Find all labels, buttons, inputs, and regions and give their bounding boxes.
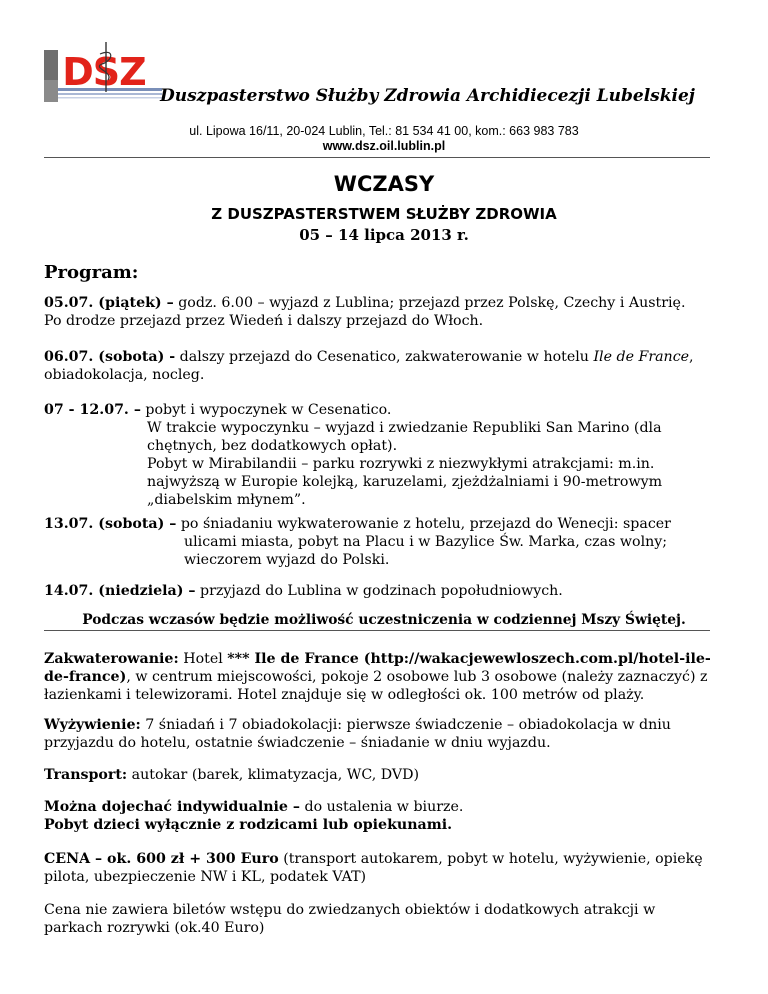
food-section [44, 716, 724, 752]
section-text: , w centrum miejscowości, pokoje 2 osobowe lub 3 osobowe (należy zaznaczyć) z [126, 669, 708, 685]
program-day-1 [44, 294, 724, 330]
day-text: wieczorem wyjazd do Polski. [184, 552, 390, 568]
section-text: Cena nie zawiera biletów wstępu do zwiedzanych obiektów i dodatkowych atrakcji w [44, 902, 656, 918]
section-label: Wyżywienie: [44, 717, 141, 733]
address-line: ul. Lipowa 16/11, 20-024 Lublin, Tel.: 81 534 41 00, kom.: 663 983 783 [189, 124, 579, 138]
section-label: Można dojechać indywidualnie – [44, 799, 300, 815]
day-text: Pobyt w Mirabilandii – parku rozrywki z niezwykłymi atrakcjami: m.in. [147, 456, 655, 472]
section-text: łazienkami i telewizorami. Hotel znajduje się w odległości ok. 100 metrów od plaży. [44, 687, 645, 703]
hotel-link[interactable]: *** Ile de France (http://wakacjewewloszech.com.pl/hotel-ile- [227, 651, 711, 667]
logo-text: DSZ [62, 50, 146, 94]
organization-name: Duszpasterstwo Służby Zdrowia Archidiecezji Lubelskiej [160, 86, 695, 106]
day-text: dalszy przejazd do Cesenatico, zakwaterowanie w hotelu [175, 349, 594, 365]
program-heading: Program: [44, 262, 139, 283]
day-text: , [689, 349, 694, 365]
day-label: 07 - 12.07. – [44, 402, 141, 418]
day-text: ulicami miasta, pobyt na Placu i w Bazylice Św. Marka, czas wolny; [184, 534, 668, 550]
section-divider [44, 630, 710, 631]
children-note: Pobyt dzieci wyłącznie z rodzicami lub opiekunami. [44, 817, 453, 833]
day-text: po śniadaniu wykwaterowanie z hotelu, przejazd do Wenecji: spacer [176, 516, 671, 532]
section-text: 7 śniadań i 7 obiadokolacji: pierwsze świadczenie – obiadokolacja w dniu [140, 717, 671, 733]
day-text: „diabelskim młynem”. [147, 492, 306, 508]
exclusions-section [44, 901, 724, 937]
hotel-name: Ile de France [593, 349, 690, 365]
header-divider [44, 157, 710, 158]
section-label: Zakwaterowanie: [44, 651, 179, 667]
price-section [44, 850, 724, 886]
day-text: pobyt i wypoczynek w Cesenatico. [140, 402, 392, 418]
day-text: chętnych, bez dodatkowych opłat). [147, 438, 398, 454]
day-text: obiadokolacja, nocleg. [44, 367, 205, 383]
mass-note: Podczas wczasów będzie możliwość uczestniczenia w codziennej Mszy Świętej. [82, 612, 686, 628]
day-label: 13.07. (sobota) – [44, 516, 177, 532]
website-link[interactable]: www.dsz.oil.lublin.pl [322, 139, 446, 153]
accommodation-section [44, 650, 724, 704]
price-label: CENA – ok. 600 zł + 300 Euro [44, 851, 279, 867]
section-text: do ustalenia w biurze. [300, 799, 464, 815]
day-label: 06.07. (sobota) - [44, 349, 176, 365]
section-text: autokar (barek, klimatyzacja, WC, DVD) [127, 767, 420, 783]
day-text: W trakcie wypoczynku – wyjazd i zwiedzanie Republiki San Marino (dla [147, 420, 662, 436]
day-label: 14.07. (niedziela) – [44, 583, 196, 599]
page-title: WCZASY [333, 172, 435, 196]
page-dates: 05 – 14 lipca 2013 r. [299, 226, 469, 244]
own-travel-section [44, 798, 724, 834]
program-day-5 [44, 582, 724, 600]
section-text: (transport autokarem, pobyt w hotelu, wyżywienie, opiekę [278, 851, 703, 867]
section-text: przyjazdu do hotelu, ostatnie świadczenie – śniadanie w dniu wyjazdu. [44, 735, 551, 751]
section-label: Transport: [44, 767, 128, 783]
section-text: Hotel [178, 651, 228, 667]
hotel-link-cont[interactable]: de-france) [44, 669, 127, 685]
page-subtitle: Z DUSZPASTERSTWEM SŁUŻBY ZDROWIA [211, 205, 557, 223]
program-day-4 [44, 515, 724, 569]
program-day-3 [44, 401, 724, 509]
day-text: przyjazd do Lublina w godzinach popołudniowych. [195, 583, 563, 599]
day-text: najwyższą w Europie kolejką, karuzelami, zjeżdżalniami i 90-metrowym [147, 474, 663, 490]
day-text: godz. 6.00 – wyjazd z Lublina; przejazd przez Polskę, Czechy i Austrię. [173, 295, 686, 311]
section-text: pilota, ubezpieczenie NW i KL, podatek VAT) [44, 869, 367, 885]
day-text: Po drodze przejazd przez Wiedeń i dalszy przejazd do Włoch. [44, 313, 484, 329]
dsz-logo [44, 40, 162, 102]
program-day-2 [44, 348, 724, 384]
day-label: 05.07. (piątek) – [44, 295, 174, 311]
section-text: parkach rozrywki (ok.40 Euro) [44, 920, 265, 936]
transport-section [44, 766, 724, 784]
